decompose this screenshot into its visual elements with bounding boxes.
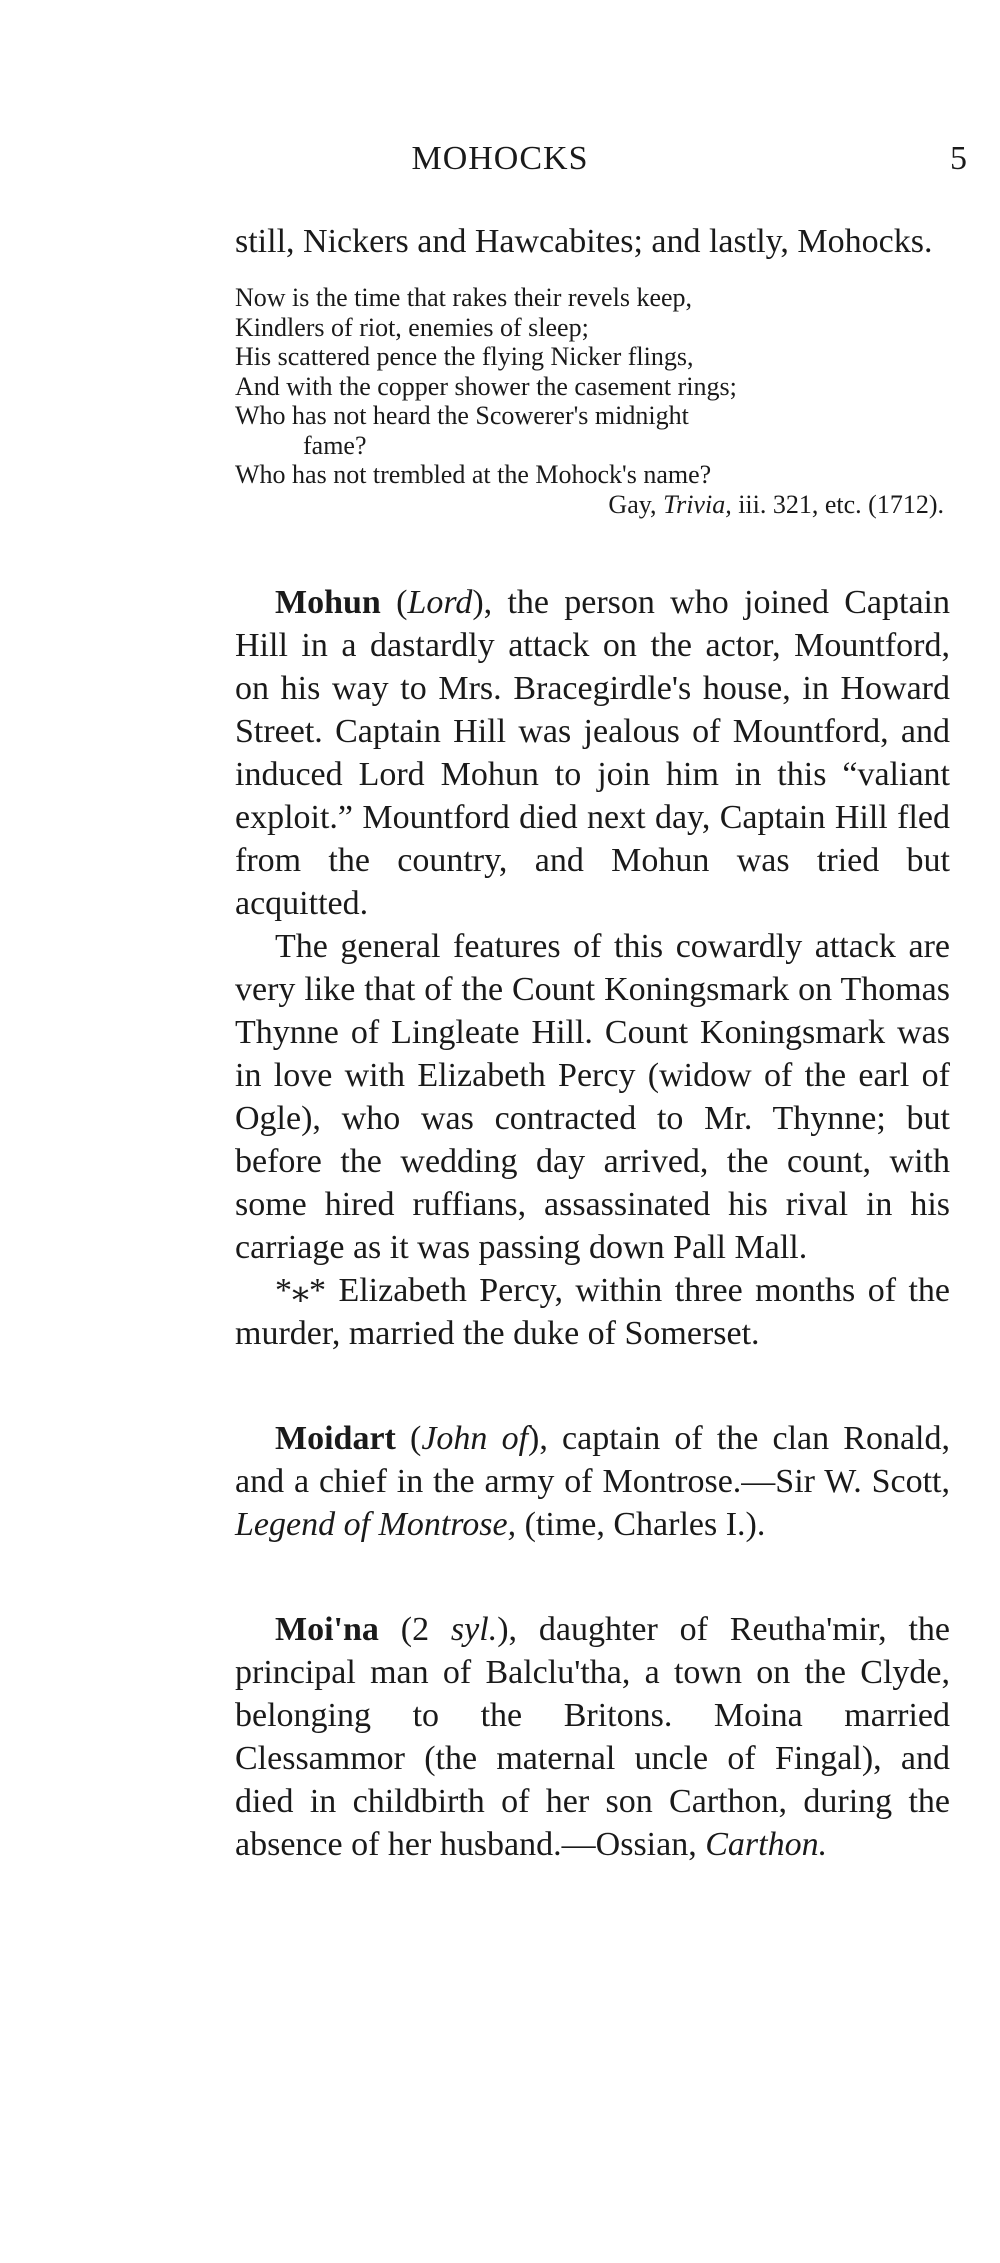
citation-work: Trivia, xyxy=(663,489,732,519)
verse-line: And with the copper shower the casement rings; xyxy=(235,371,737,401)
entry-moidart: Moidart (John of), captain of the clan Ronald, and a chief in the army of Montrose.—Sir W. Scott, Legend of Montrose, (time, Charles I.). xyxy=(235,1420,951,1543)
verse-quotation xyxy=(235,283,950,519)
note-text: Elizabeth Percy, within three months of the murder, married the duke of Somerset. xyxy=(235,1272,951,1352)
verse-line: Kindlers of riot, enemies of sleep; xyxy=(235,312,589,342)
verse-line: Now is the time that rakes their revels keep, xyxy=(235,283,693,312)
entry-qualifier: Lord xyxy=(407,584,473,621)
entry-work-title: Carthon. xyxy=(705,1826,828,1863)
entry-text: the person who joined Captain Hill in a dastardly attack on the actor, Mountford, on his way to Mrs. Bracegirdle's house, in Howard Street. Captain Hill was jealous of Mountford, and induced Lord Mohun to join him in this “valiant exploit.” Mountford died next day, Captain Hill fled from the country, and Mohun was tried but acquitted. xyxy=(235,584,951,922)
citation-reference: iii. 321, etc. (1712). xyxy=(738,489,944,519)
running-title: MOHOCKS xyxy=(411,140,589,177)
note-asterism: *⁎* xyxy=(275,1272,326,1309)
syllable-count: 2 xyxy=(412,1611,430,1648)
entry-mohun-paragraph-2: The general features of this cowardly attack are very like that of the Count Koningsmark on Thomas Thynne of Lingleate Hill. Count Koningsmark was in love with Elizabeth Percy (widow of the earl of Ogle), who was contracted to Mr. Thynne; but before the wedding day arrived, the count, with some hired ruffians, assassinated his rival in his carriage as it was passing down Pall Mall. xyxy=(235,928,950,1266)
entry-headword: Moidart xyxy=(275,1420,396,1457)
entry-moina: Moi'na (2 syl.), daughter of Reutha'mir, the principal man of Balclu'tha, a town on the Clyde, belonging to the Britons. Moina married Clessammor (the maternal uncle of Fingal), and died in childbirth of her son Carthon, during the absence of her husband.—Ossian, Carthon. xyxy=(235,1611,950,1863)
entry-text: daughter of Reutha'mir, the principal man of Balclu'tha, a town on the Clyde, belonging to the Britons. Moina married Clessammor (the maternal uncle of Fingal), and died in childbirth of her son Carthon, during the absence of her husband.—Ossian, xyxy=(235,1611,950,1863)
entry-headword: Mohun xyxy=(275,584,381,621)
entry-work-title: Legend of Montrose, xyxy=(235,1506,517,1543)
entry-mohun: Mohun (Lord), the person who joined Captain Hill in a dastardly attack on the actor, Mountford, on his way to Mrs. Bracegirdle's house, in Howard Street. Captain Hill was jealous of Mountford, and induced Lord Mohun to join him in this “valiant exploit.” Mountford died next day, Captain Hill fled from the country, and Mohun was tried but acquitted. xyxy=(235,584,951,922)
text-column xyxy=(235,220,950,1866)
entry-text: captain of the clan Ronald, and a chief in the army of Montrose.—Sir W. Scott, xyxy=(235,1420,951,1500)
verse-citation xyxy=(235,490,950,520)
verse-line: Who has not trembled at the Mohock's name? xyxy=(235,460,712,489)
entry-qualifier: John of xyxy=(421,1420,529,1457)
entry-mohun-note xyxy=(235,1269,950,1355)
citation-author: Gay, xyxy=(608,489,657,519)
entry-tail: (time, Charles I.). xyxy=(524,1506,766,1543)
verse-line: fame? xyxy=(303,430,367,460)
verse-line: His scattered pence the flying Nicker flings, xyxy=(235,342,694,371)
intro-paragraph: still, Nickers and Hawcabites; and lastly, Mohocks. xyxy=(235,223,933,260)
entry-headword: Moi'na xyxy=(275,1611,379,1648)
verse-line: Who has not heard the Scowerer's midnight xyxy=(235,401,689,430)
syllable-abbr: syl. xyxy=(450,1611,498,1648)
page-number: 5 xyxy=(950,140,967,177)
running-header xyxy=(0,140,1000,190)
